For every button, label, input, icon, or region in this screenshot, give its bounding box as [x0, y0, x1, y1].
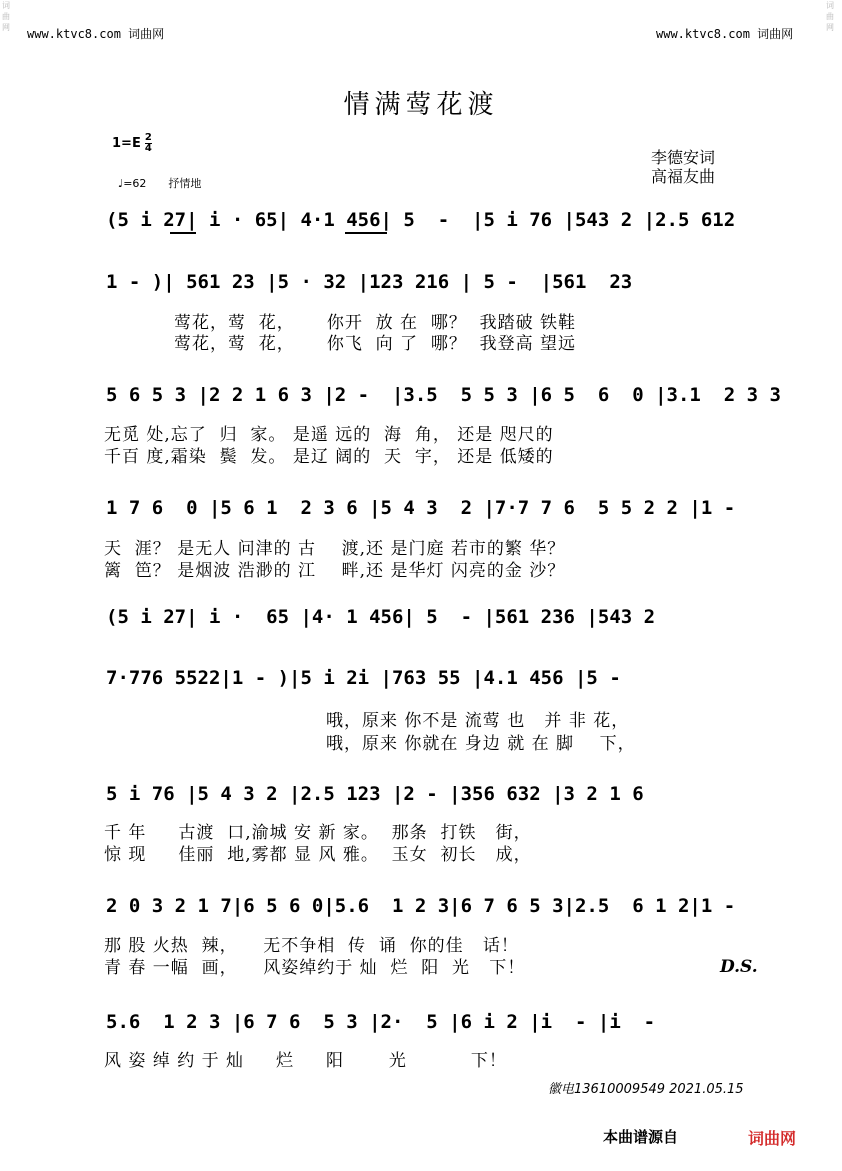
- brand-link[interactable]: 词曲网: [748, 1129, 797, 1148]
- lyrics-row-2-verse-1: 莺花，莺 花， 你开 放 在 哪？ 我踏破 铁鞋: [174, 313, 577, 333]
- lyrics-row-4-verse-1: 天 涯？ 是无人 问津的 古 渡,还 是门庭 若市的繁 华？: [104, 539, 566, 559]
- score-row-3: 5 6 5 3 |2 2 1 6 3 |2 - |3.5 5 5 3 |6 5 6 0 |3.1 2 3 3: [106, 384, 781, 406]
- lyrics-row-7-verse-1: 千 年 古渡 口,渝城 安 新 家。 那条 打铁 街，: [104, 823, 532, 843]
- score-row-7: 5 i 76 |5 4 3 2 |2.5 123 |2 - |356 632 |3 2 1 6: [106, 783, 644, 805]
- underline: [345, 232, 387, 234]
- left-edge-watermark: 词曲网: [2, 1, 10, 32]
- score-row-5: (5 i 27| i · 65 |4· 1 456| 5 - |561 236 |543 2: [106, 606, 656, 628]
- time-signature: [145, 133, 152, 154]
- lyrics-row-6-verse-1: 哦，原来 你不是 流莺 也 并 非 花，: [326, 711, 630, 731]
- lyricist: 李德安词: [651, 148, 716, 167]
- lyrics-row-3-verse-2: 千百 度,霜染 鬓 发。 是辽 阔的 天 宇， 还是 低矮的: [104, 447, 554, 467]
- signature: 徽电13610009549 2021.05.15: [548, 1082, 744, 1097]
- lyrics-row-7-verse-2: 惊 现 佳丽 地,雾都 显 风 雅。 玉女 初长 成，: [104, 845, 532, 865]
- composer: 高福友曲: [651, 167, 716, 186]
- key-label: 1=E: [112, 136, 141, 151]
- lyrics-row-8-verse-1: 那 股 火热 辣， 无不争相 传 诵 你的佳 话！: [104, 936, 519, 956]
- watermark-left: www.ktvc8.com 词曲网: [27, 27, 165, 41]
- credits: [651, 148, 715, 186]
- score-row-1: (5 i 27| i · 65| 4·1 456| 5 - |5 i 76 |543 2 |2.5 612: [106, 209, 736, 231]
- score-row-8: 2 0 3 2 1 7|6 5 6 0|5.6 1 2 3|6 7 6 5 3|2.5 6 1 2|1 -: [106, 895, 736, 917]
- score-row-2: 1 - )| 561 23 |5 · 32 |123 216 | 5 - |561 23: [106, 271, 633, 293]
- score-row-4: 1 7 6 0 |5 6 1 2 3 6 |5 4 3 2 |7·7 7 6 5 5 2 2 |1 -: [106, 497, 736, 519]
- lyrics-row-8-verse-2: 青 春 一幅 画， 风姿绰约于 灿 烂 阳 光 下！: [104, 958, 526, 978]
- key-signature: [112, 133, 152, 154]
- lyrics-row-9: 风 姿 绰 约 于 灿 烂 阳 光 下！: [104, 1051, 507, 1071]
- dal-segno-mark: D.S.: [720, 957, 758, 977]
- watermark-right: www.ktvc8.com 词曲网: [656, 27, 794, 41]
- time-bottom: 4: [144, 143, 152, 154]
- song-title: 情满莺花渡: [343, 90, 499, 120]
- tempo-marking: ♩=62 抒情地: [118, 177, 202, 190]
- lyrics-row-2-verse-2: 莺花，莺 花， 你飞 向 了 哪？ 我登高 望远: [174, 334, 577, 354]
- lyrics-row-4-verse-2: 篱 笆？ 是烟波 浩渺的 江 畔,还 是华灯 闪亮的金 沙？: [104, 561, 566, 581]
- score-row-6: 7·776 5522|1 - )|5 i 2i |763 55 |4.1 456 |5 -: [106, 667, 621, 689]
- time-top: 2: [144, 132, 152, 143]
- source-label: 本曲谱源自: [603, 1128, 679, 1146]
- lyrics-row-3-verse-1: 无觅 处,忘了 归 家。 是遥 远的 海 角， 还是 咫尺的: [104, 425, 554, 445]
- right-edge-watermark: 词曲网: [826, 1, 834, 32]
- lyrics-row-6-verse-2: 哦，原来 你就在 身边 就 在 脚 下，: [326, 734, 636, 754]
- underline: [170, 232, 196, 234]
- score-row-9: 5.6 1 2 3 |6 7 6 5 3 |2· 5 |6 i 2 |i - |i -: [106, 1011, 656, 1033]
